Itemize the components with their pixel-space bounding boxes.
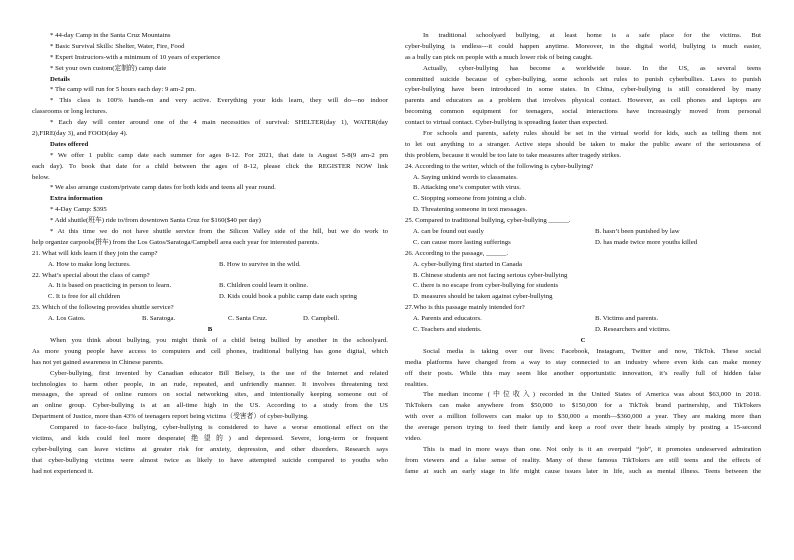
text-line: technologies to harm other people, in an rude, repeated, and unfriendly manner. It involves threatening text (32, 380, 388, 388)
text-line: cyber-bullying can leave victims at greater risk for anxiety, depression, and other disorders. Research says (32, 445, 388, 453)
left-column (32, 0, 388, 478)
option-row (405, 325, 761, 336)
text-line: has not yet gained awareness in Chinese parents. (32, 358, 164, 366)
text-line: committed suicide because of cyber-bullying, some schools set rules to punish cyberbullies. Laws to punish (405, 75, 761, 83)
text-line: C. Stopping someone from joining a club. (413, 195, 527, 203)
option-text: C. can cause more lasting sufferings (413, 238, 511, 246)
text-line: * At this time we do not have shuttle service from the Silicon Valley side of the hill, but we do work to (50, 228, 388, 236)
text-line: A. cyber-bullying first started in Canada (413, 260, 522, 268)
section-letter: C (580, 336, 586, 344)
option-row (405, 238, 761, 249)
option-text: B. Saratoga. (142, 315, 176, 323)
text-line: For schools and parents, safety rules should be set in the virtual world for kids, such as telling them not (423, 130, 761, 138)
text-line: had not experienced it. (32, 467, 94, 475)
option-row (32, 260, 388, 271)
text-line: * Expert Instructors-with a minimum of 10 years of experience (50, 53, 221, 61)
text-line: * We offer 1 public camp date each summer for ages 8-12. For 2021, that date is August 5-8(9 am-2 pm (50, 151, 388, 159)
option-row (32, 314, 388, 325)
text-line: A. Saying unkind words to classmates. (413, 173, 518, 181)
option-text: A. Parents and educators. (413, 315, 482, 323)
text-line: * Set your own custom(定制的) camp date (50, 64, 167, 72)
text-line: that cyber-bullying victims were almost twice as likely to have attempted suicide compared to youths who (32, 456, 388, 464)
option-text: B. Children could learn it online. (219, 282, 309, 290)
option-row (32, 292, 388, 303)
option-text: A. How to make long lectures. (48, 260, 131, 268)
text-line: classrooms or long lectures. (32, 108, 108, 116)
option-text: D. Campbell. (303, 315, 340, 323)
option-text: D. Researchers and victims. (595, 326, 671, 334)
section-heading: Extra information (50, 195, 103, 203)
text-line: help organize carpools(拼车) from the Los Gatos/Saratoga/Campbell area each year for interested parents. (32, 238, 320, 246)
section-heading: Dates offered (50, 140, 89, 148)
text-line: the average person trying to feed their family and keep a roof over their heads simply by posting a 15-second (405, 424, 761, 432)
text-line: B. Attacking one’s computer with virus. (413, 184, 521, 192)
text-line: below. (32, 173, 50, 181)
text-line: an online group. Cyber-bullying is at an all-time high in the US. According to a study from the US (32, 402, 388, 410)
text-line: * 4-Day Camp: $395 (50, 206, 107, 214)
text-line: 21. What will kids learn if they join the camp? (32, 249, 158, 257)
option-text: A. Los Gatos. (48, 315, 86, 323)
option-text: A. can be found out easily (413, 228, 484, 236)
text-line: media platforms have changed from a way to stay connected to an industry where even kids can make money (405, 358, 761, 366)
text-line: this problem, because it would be too late to take measures after tragedy strikes. (405, 151, 622, 159)
option-text: D. has made twice more youths killed (595, 238, 698, 246)
text-line: * Basic Survival Skills: Shelter, Water, Fire, Food (50, 42, 185, 50)
text-line: parents and educators as a problem that involves physical contact. However, as cell phones and laptops are (405, 97, 761, 105)
text-line: off their posts. While this may seem like another opportunistic innovation, it’s really full of hidden false (405, 369, 761, 377)
text-line: B. Chinese students are not facing serious cyber-bullying (413, 271, 568, 279)
option-text: C. Teachers and students. (413, 326, 482, 334)
text-line: D. Threatening someone in text messages. (413, 206, 528, 214)
text-line: * Add shuttle(班车) ride to/from downtown Santa Cruz for $160($40 per day) (50, 217, 261, 225)
text-line: 25. Compared to traditional bullying, cyber-bullying ______. (405, 217, 571, 225)
option-text: C. Santa Cruz. (228, 315, 268, 323)
right-column (405, 0, 761, 478)
text-line: 2),FIRE(day 3), and FOOD(day 4). (32, 130, 128, 138)
text-line: * The camp will run for 5 hours each day: 9 am-2 pm. (50, 86, 196, 94)
text-line: As more young people have access to computers and cell phones, traditional bullying has gone digital, which (32, 347, 388, 355)
option-text: B. Victims and parents. (595, 315, 659, 323)
option-text: D. Kids could book a public camp date each spring (219, 293, 357, 301)
text-line: Social media is taking over our lives: Facebook, Instagram, Twitter and now, TikTok. These social (423, 347, 761, 355)
text-line: Department of Justice, more than 43% of teenagers report being victims（受害者）of cyber-bullying. (32, 413, 309, 421)
text-line: Compared to face-to-face bullying, cyber-bullying is considered to have a worse emotional effect on the (50, 424, 388, 432)
text-line: Actually, cyber-bullying has become a worldwide issue. In the US, as several teens (423, 64, 761, 72)
text-line: * We also arrange custom/private camp dates for both kids and teens all year round. (50, 184, 276, 192)
text-line: cyber-bullying is endless---it could happen anytime. Moreover, in the digital world, bullying is much easier, (405, 42, 761, 50)
text-line: 22. What’s special about the class of camp? (32, 271, 150, 279)
text-line: Cyber-bullying, first invented by Canadian educator Bill Belsey, is the use of the Internet and related (50, 369, 388, 377)
text-line: victims, and kids could feel more desperate(绝望的) and depressed. Severe, long-term or frequent (32, 434, 388, 442)
text-line: to let out anything to a stranger. Active steps should be taken to make the public aware of the seriousness of (405, 140, 761, 148)
text-line: contact to virtual contact. Cyber-bullying is spreading faster than expected. (405, 119, 608, 127)
text-line: * This class is 100% hands-on and very active. Everything your kids learn, they will do—no indoor (50, 97, 388, 105)
text-line: from viewers and a false sense of reality. Many of these famous TikTokers are still teens and the effects of (405, 456, 761, 464)
option-row (405, 227, 761, 238)
text-line: realities. (405, 380, 429, 388)
text-line: * Each day will center around one of the 4 main necessities of survival: SHELTER(day 1), WATER(day (50, 119, 388, 127)
text-line: The median income (中位收入) recorded in the United States of America was about $63,000 in 2018. (423, 391, 761, 399)
text-line: fame at such an early stage in life might cause issues later in life, such as mental illness. Teens between the (405, 467, 761, 475)
text-line: When you think about bullying, you might think of a child being bullied by another in the schoolyard. (50, 336, 388, 344)
text-line: 26. According to the passage, ______. (405, 249, 509, 257)
text-line: with over a million followers can make up to $30,000 a month—$360,000 a year. They are making more than (405, 413, 761, 421)
text-line: video. (405, 434, 422, 442)
option-row (405, 314, 761, 325)
option-text: A. It is based on practicing in person to learn. (48, 282, 172, 290)
option-text: B. How to survive in the wild. (219, 260, 301, 268)
text-line: 27.Who is this passage mainly intended for? (405, 304, 525, 312)
option-text: B. hasn’t been punished by law (595, 228, 680, 236)
text-line: 24. According to the writer, which of the following is cyber-bullying? (405, 162, 594, 170)
option-row (32, 281, 388, 292)
text-line: becoming common equipment for teenagers, social interactions have increasingly moved from personal (405, 108, 761, 116)
text-line: C. there is no escape from cyber-bullying for students (413, 282, 559, 290)
text-line: This is mad in more ways than one. Not only is it an overpaid “job”, it promotes undeserved admiration (423, 445, 761, 453)
text-line: as a bully can pick on people with a much lower risk of being caught. (405, 53, 593, 61)
text-line: messages, the spread of online rumors on social networking sites, and intentionally keeping someone out of (32, 391, 388, 399)
text-line: D. measures should be taken against cyber-bullying (413, 293, 553, 301)
text-line: cyber-bullying have been introduced in some states. In China, cyber-bullying is still considered by many (405, 86, 761, 94)
text-line: 23. Which of the following provides shuttle service? (32, 304, 174, 312)
text-line: each day). To book that date for a child between the ages of 8-12, please click the REGISTER NOW link (32, 162, 388, 170)
text-line: In traditional schoolyard bullying, at least home is a safe place for the victims. But (423, 32, 761, 39)
text-line: * 44-day Camp in the Santa Cruz Mountains (50, 32, 171, 39)
section-letter: B (207, 326, 213, 334)
text-line: TikTokers can make anywhere from $50,000 to $150,000 for a TikTok brand partnership, and TikTokers (405, 402, 761, 410)
section-heading: Details (50, 75, 70, 83)
option-text: C. It is free for all children (48, 293, 121, 301)
